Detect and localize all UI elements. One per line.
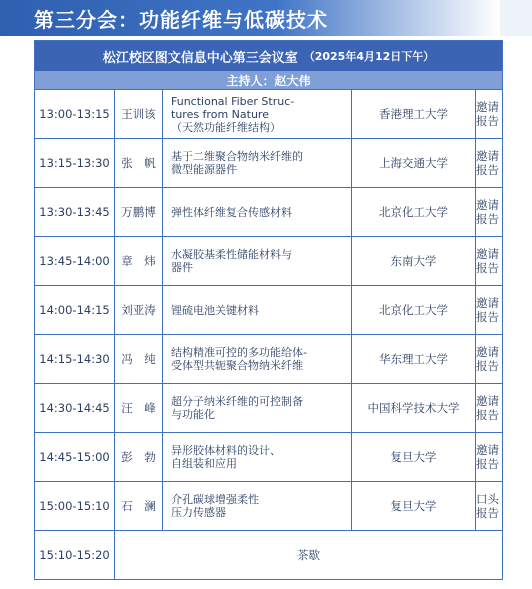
- report-type-cell: [475, 335, 502, 383]
- institution-cell: [351, 384, 475, 432]
- speaker-cell-text: 张 帆: [121, 156, 156, 170]
- table-row: [35, 383, 502, 432]
- time-cell-text: 13:00-13:15: [39, 107, 110, 121]
- time-cell: [35, 90, 114, 138]
- institution-cell-text: 复旦大学: [390, 450, 437, 464]
- topic-cell-text: 锂硫电池关键材料: [171, 303, 259, 317]
- time-cell: [35, 433, 114, 481]
- time-cell: [35, 139, 114, 187]
- speaker-cell: [114, 139, 162, 187]
- report-type-cell: [475, 384, 502, 432]
- report-type-cell-text: 口头报告: [476, 492, 499, 520]
- report-type-cell-text: 邀请报告: [476, 198, 499, 226]
- topic-cell: [162, 90, 351, 138]
- speaker-cell-text: 彭 勃: [121, 450, 156, 464]
- institution-cell-text: 上海交通大学: [379, 156, 448, 170]
- schedule-table: [34, 40, 503, 580]
- institution-cell-text: 北京化工大学: [379, 205, 448, 219]
- report-type-cell-text: 邀请报告: [476, 394, 499, 422]
- break-label: 茶歇: [114, 531, 502, 579]
- time-cell-text: 14:15-14:30: [39, 352, 110, 366]
- speaker-cell: [114, 286, 162, 334]
- topic-cell: [162, 188, 351, 236]
- time-cell-text: 13:15-13:30: [39, 156, 110, 170]
- speaker-cell-text: 刘亚涛: [121, 303, 156, 317]
- table-header: [35, 41, 502, 71]
- report-type-cell: [475, 433, 502, 481]
- report-type-cell: [475, 482, 502, 530]
- speaker-cell-text: 石 澜: [121, 499, 156, 513]
- speaker-cell-text: 章 炜: [121, 254, 156, 268]
- topic-cell: [162, 286, 351, 334]
- topic-cell: [162, 139, 351, 187]
- report-type-cell-text: 邀请报告: [476, 443, 499, 471]
- topic-cell: [162, 482, 351, 530]
- topic-cell-text: 异形胶体材料的设计、 自组装和应用: [171, 444, 281, 470]
- break-time: 15:10-15:20: [39, 548, 110, 562]
- topic-cell-text: 介孔碳球增强柔性 压力传感器: [171, 493, 259, 519]
- report-type-cell: [475, 237, 502, 285]
- speaker-cell-text: 王训该: [121, 107, 156, 121]
- table-row: [35, 89, 502, 138]
- speaker-cell: [114, 188, 162, 236]
- topic-cell: [162, 433, 351, 481]
- report-type-cell: [475, 286, 502, 334]
- report-type-cell-text: 邀请报告: [476, 296, 499, 324]
- time-cell: [35, 286, 114, 334]
- table-row: [35, 138, 502, 187]
- topic-cell-text: 基于二维聚合物纳米纤维的 微型能源器件: [171, 150, 303, 176]
- table-row: [35, 334, 502, 383]
- topic-cell: [162, 237, 351, 285]
- break-row: [35, 530, 502, 579]
- report-type-cell-text: 邀请报告: [476, 100, 499, 128]
- title-bar: [0, 0, 532, 36]
- institution-cell-text: 中国科学技术大学: [367, 401, 460, 415]
- time-cell: [35, 482, 114, 530]
- institution-cell: [351, 433, 475, 481]
- institution-cell-text: 东南大学: [390, 254, 437, 268]
- time-cell-text: 14:00-14:15: [39, 303, 110, 317]
- table-row: [35, 187, 502, 236]
- institution-cell: [351, 286, 475, 334]
- time-cell-text: 14:30-14:45: [39, 401, 110, 415]
- report-type-cell-text: 邀请报告: [476, 149, 499, 177]
- time-cell: [35, 335, 114, 383]
- report-type-cell-text: 邀请报告: [476, 345, 499, 373]
- time-cell: [35, 188, 114, 236]
- time-cell-text: 14:45-15:00: [39, 450, 110, 464]
- table-row: [35, 236, 502, 285]
- topic-cell: [162, 335, 351, 383]
- topic-cell: [162, 384, 351, 432]
- institution-cell: [351, 90, 475, 138]
- report-type-cell: [475, 90, 502, 138]
- institution-cell: [351, 482, 475, 530]
- institution-cell: [351, 335, 475, 383]
- time-cell: [35, 237, 114, 285]
- table-row: [35, 285, 502, 334]
- institution-cell: [351, 188, 475, 236]
- speaker-cell: [114, 335, 162, 383]
- report-type-cell-text: 邀请报告: [476, 247, 499, 275]
- table-row: [35, 432, 502, 481]
- speaker-cell-text: 汪 峰: [121, 401, 156, 415]
- institution-cell: [351, 237, 475, 285]
- time-cell-text: 13:45-14:00: [39, 254, 110, 268]
- speaker-cell: [114, 237, 162, 285]
- institution-cell-text: 复旦大学: [390, 499, 437, 513]
- time-cell: [35, 384, 114, 432]
- institution-cell-text: 香港理工大学: [379, 107, 448, 121]
- topic-cell-text: 超分子纳米纤维的可控制备 与功能化: [171, 395, 303, 421]
- institution-cell: [351, 139, 475, 187]
- speaker-cell: [114, 90, 162, 138]
- topic-cell-text: Functional Fiber Struc- tures from Nature （天然功能纤维结构）: [171, 94, 295, 134]
- report-type-cell: [475, 188, 502, 236]
- topic-cell-text: 水凝胶基柔性储能材料与 器件: [171, 248, 292, 274]
- speaker-cell: [114, 482, 162, 530]
- schedule-rows: [35, 89, 502, 530]
- topic-cell-text: 结构精准可控的多功能给体- 受体型共轭聚合物纳米纤维: [171, 346, 307, 372]
- institution-cell-text: 华东理工大学: [379, 352, 448, 366]
- report-type-cell: [475, 139, 502, 187]
- time-cell-text: 15:00-15:10: [39, 499, 110, 513]
- table-row: [35, 481, 502, 530]
- topic-cell-text: 弹性体纤维复合传感材料: [171, 205, 292, 219]
- time-cell-text: 13:30-13:45: [39, 205, 110, 219]
- speaker-cell-text: 万鹏博: [121, 205, 156, 219]
- speaker-cell: [114, 433, 162, 481]
- institution-cell-text: 北京化工大学: [379, 303, 448, 317]
- host-band: 主持人：赵大伟: [35, 71, 502, 89]
- speaker-cell-text: 冯 纯: [121, 352, 156, 366]
- venue-label: 松江校区图文信息中心第三会议室: [102, 50, 298, 66]
- speaker-cell: [114, 384, 162, 432]
- section-title: 第三分会：功能纤维与低碳技术: [34, 8, 328, 32]
- date-label: （2025年4月12日下午）: [303, 50, 435, 63]
